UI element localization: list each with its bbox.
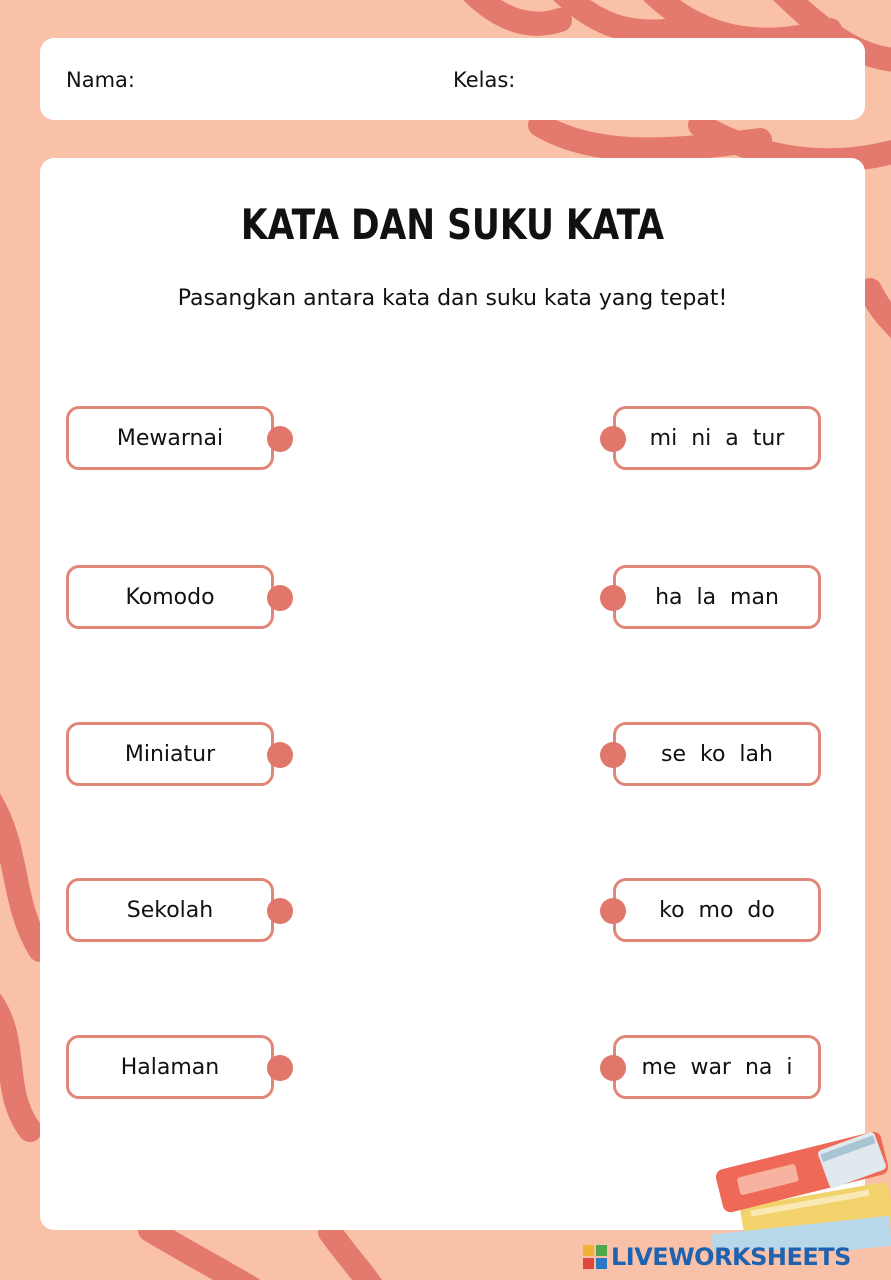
brand-name: LIVEWORKSHEETS: [611, 1243, 851, 1271]
match-dot-right-2[interactable]: [600, 585, 626, 611]
syllable-box-3: [613, 722, 821, 786]
word-box-4: [66, 878, 274, 942]
match-dot-left-2[interactable]: [267, 585, 293, 611]
student-info-card: [40, 38, 865, 120]
word-box-1: [66, 406, 274, 470]
word-label: Halaman: [120, 1054, 220, 1080]
syllable-label: me war na i: [641, 1054, 793, 1080]
match-dot-right-3[interactable]: [600, 742, 626, 768]
match-dot-right-1[interactable]: [600, 426, 626, 452]
worksheet-card: [40, 158, 865, 1230]
books-illustration: [712, 1100, 891, 1250]
brand-footer: [583, 1240, 851, 1274]
word-label: Komodo: [125, 584, 215, 610]
syllable-label: se ko lah: [661, 741, 773, 767]
syllable-box-4: [613, 878, 821, 942]
syllable-box-5: [613, 1035, 821, 1099]
match-dot-right-5[interactable]: [600, 1055, 626, 1081]
word-label: Mewarnai: [116, 425, 224, 451]
worksheet-instruction: Pasangkan antara kata dan suku kata yang tepat!: [177, 286, 728, 311]
word-box-3: [66, 722, 274, 786]
liveworksheets-logo-icon: [583, 1245, 607, 1269]
syllable-label: ko mo do: [659, 897, 775, 923]
match-dot-left-4[interactable]: [267, 898, 293, 924]
word-label: Sekolah: [126, 897, 214, 923]
match-dot-left-1[interactable]: [267, 426, 293, 452]
worksheet-title: KATA DAN SUKU KATA: [240, 200, 665, 249]
nama-label: Nama:: [66, 68, 135, 92]
syllable-box-1: [613, 406, 821, 470]
match-dot-right-4[interactable]: [600, 898, 626, 924]
word-box-5: [66, 1035, 274, 1099]
syllable-box-2: [613, 565, 821, 629]
syllable-label: mi ni a tur: [649, 425, 785, 451]
word-box-2: [66, 565, 274, 629]
match-dot-left-3[interactable]: [267, 742, 293, 768]
match-dot-left-5[interactable]: [267, 1055, 293, 1081]
kelas-label: Kelas:: [453, 68, 516, 92]
syllable-label: ha la man: [655, 584, 779, 610]
word-label: Miniatur: [124, 741, 216, 767]
